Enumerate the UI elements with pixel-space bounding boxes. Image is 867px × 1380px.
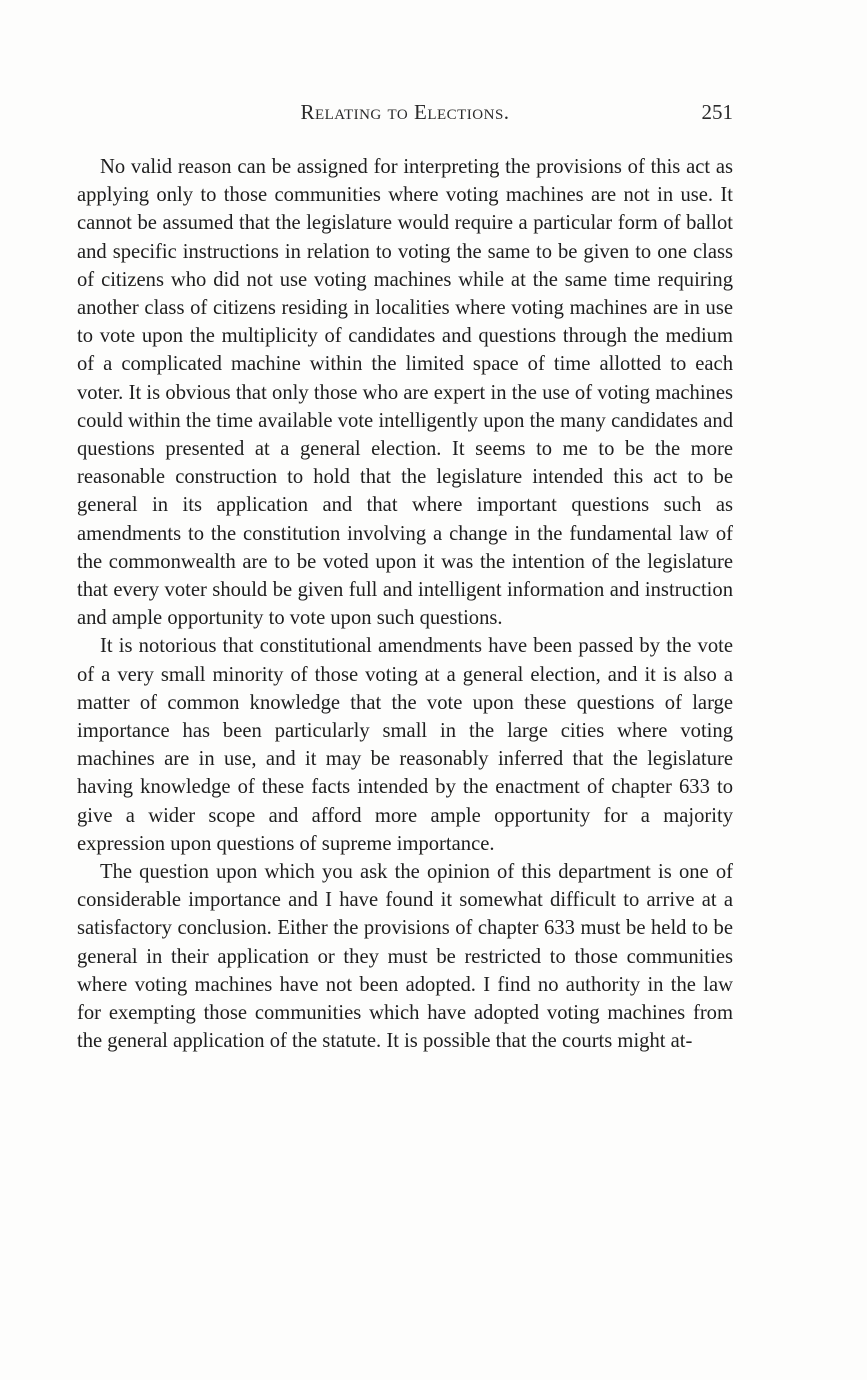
paragraph-voting-machines-interpretation: No valid reason can be assigned for interpreting the provisions of this act as applying only to those communities where voting machines are not in use. It cannot be assumed that the legislature would require a particular form of ballot and specific instructions in relation to voting the same to be given to one class of citizens who did not use voting machines while at the same time requiring another class of citizens residing in localities where voting machines are in use to vote upon the multiplicity of candidates and questions through the medium of a complicated machine within the limited space of time allotted to each voter. It is obvious that only those who are expert in the use of voting machines could within the time available vote intelligently upon the many candidates and questions presented at a general election. It seems to me to be the more reasonable construction to hold that the legislature intended this act to be general in its application and that where important questions such as amendments to the constitution involving a change in the fundamental law of the commonwealth are to be voted upon it was the intention of the legislature that every voter should be given full and intelligent information and instruction and ample opportunity to vote upon such questions.	[77, 156, 733, 630]
running-head	[77, 100, 733, 130]
body-text	[77, 153, 733, 1056]
running-title: Relating to Elections.	[300, 100, 510, 124]
page-number: 251	[701, 100, 733, 124]
paragraph-question-opinion: The question upon which you ask the opinion of this department is one of considerable importance and I have found it somewhat difficult to arrive at a satisfactory conclusion. Either the provisions of chapter 633 must be held to be general in their application or they must be restricted to those communities where voting machines have not been adopted. I find no authority in the law for exempting those communities which have adopted voting machines from the general application of the statute. It is possible that the courts might at-	[77, 861, 733, 1053]
paragraph-constitutional-amendments: It is notorious that constitutional amendments have been passed by the vote of a very small minority of those voting at a general election, and it is also a matter of common knowledge that the vote upon these questions of large importance has been particularly small in the large cities where voting machines are in use, and it may be reasonably inferred that the legislature having knowledge of these facts intended by the enactment of chapter 633 to give a wider scope and afford more ample opportunity for a majority expression upon questions of supreme importance.	[77, 635, 733, 855]
